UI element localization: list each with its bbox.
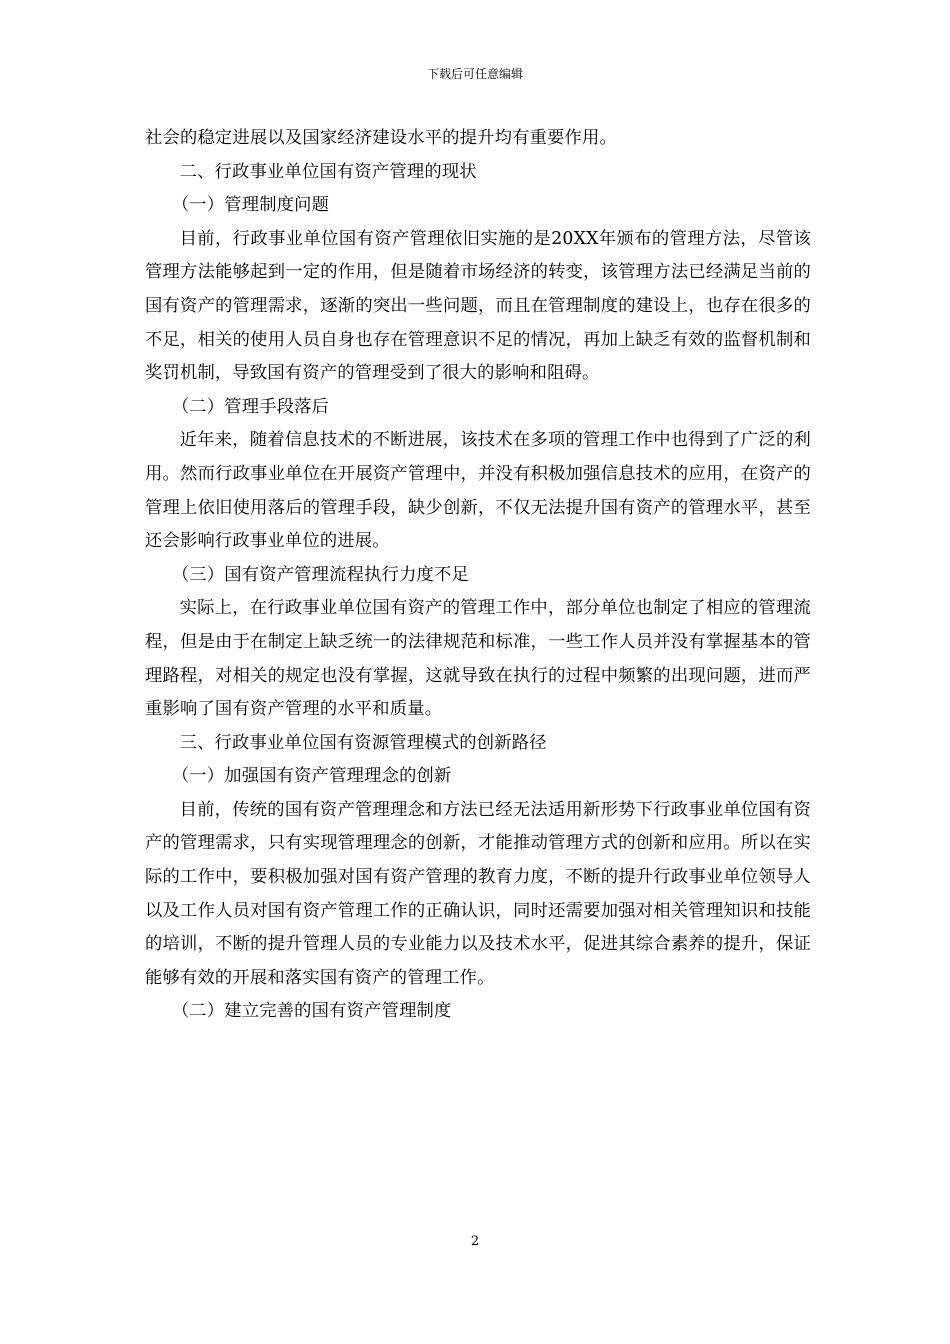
paragraph-management-means: 近年来，随着信息技术的不断进展，该技术在多项的管理工作中也得到了广泛的利用。然而行政事业单位在开展资产管理中，并没有积极加强信息技术的应用，在资产的管理上依旧使用落后的管理手段，缺少创新，不仅无法提升国有资产的管理水平，甚至还会影响行政事业单位的进展。	[145, 430, 811, 552]
subheading-management-means: （二）管理手段落后	[171, 396, 330, 417]
page-header: 下载后可任意编辑	[426, 67, 523, 81]
page-number: 2	[470, 1234, 480, 1249]
subheading-process-execution: （三）国有资产管理流程执行力度不足	[171, 564, 469, 585]
paragraph-management-concept: 目前，传统的国有资产管理理念和方法已经无法适用新形势下行政事业单位国有资产的管理需求，只有实现管理理念的创新，才能推动管理方式的创新和应用。所以在实际的工作中，要积极加强对国有资产管理的教育力度，不断的提升行政事业单位领导人以及工作人员对国有资产管理工作的正确认识，同时还需要加强对相关管理知识和技能的培训，不断的提升管理人员的专业能力以及技术水平，促进其综合素养的提升，保证能够有效的开展和落实国有资产的管理工作。	[145, 799, 811, 988]
subheading-management-rules: （二）建立完善的国有资产管理制度	[171, 1001, 452, 1022]
section-heading-current-status: 二、行政事业单位国有资产管理的现状	[179, 161, 477, 182]
paragraph-management-system: 目前，行政事业单位国有资产管理依旧实施的是20XX年颁布的管理方法，尽管该管理方法能够起到一定的作用，但是随着市场经济的转变，该管理方法已经满足当前的国有资产的管理需求，逐渐的突出一些问题，而且在管理制度的建设上，也存在很多的不足，相关的使用人员自身也存在管理意识不足的情况，再加上缺乏有效的监督机制和奖罚机制，导致国有资产的管理受到了很大的影响和阻碍。	[145, 228, 811, 384]
subheading-management-system: （一）管理制度问题	[171, 195, 330, 216]
paragraph-continuation: 社会的稳定进展以及国家经济建设水平的提升均有重要作用。	[145, 128, 617, 148]
paragraph-process-execution: 实际上，在行政事业单位国有资产的管理工作中，部分单位也制定了相应的管理流程，但是由于在制定上缺乏统一的法律规范和标准，一些工作人员并没有掌握基本的管理路程，对相关的规定也没有掌握，这就导致在执行的过程中频繁的出现问题，进而严重影响了国有资产管理的水平和质量。	[145, 598, 811, 720]
document-body	[145, 122, 811, 1029]
subheading-management-concept: （一）加强国有资产管理理念的创新	[171, 766, 452, 787]
section-heading-innovation-path: 三、行政事业单位国有资源管理模式的创新路径	[179, 732, 547, 753]
